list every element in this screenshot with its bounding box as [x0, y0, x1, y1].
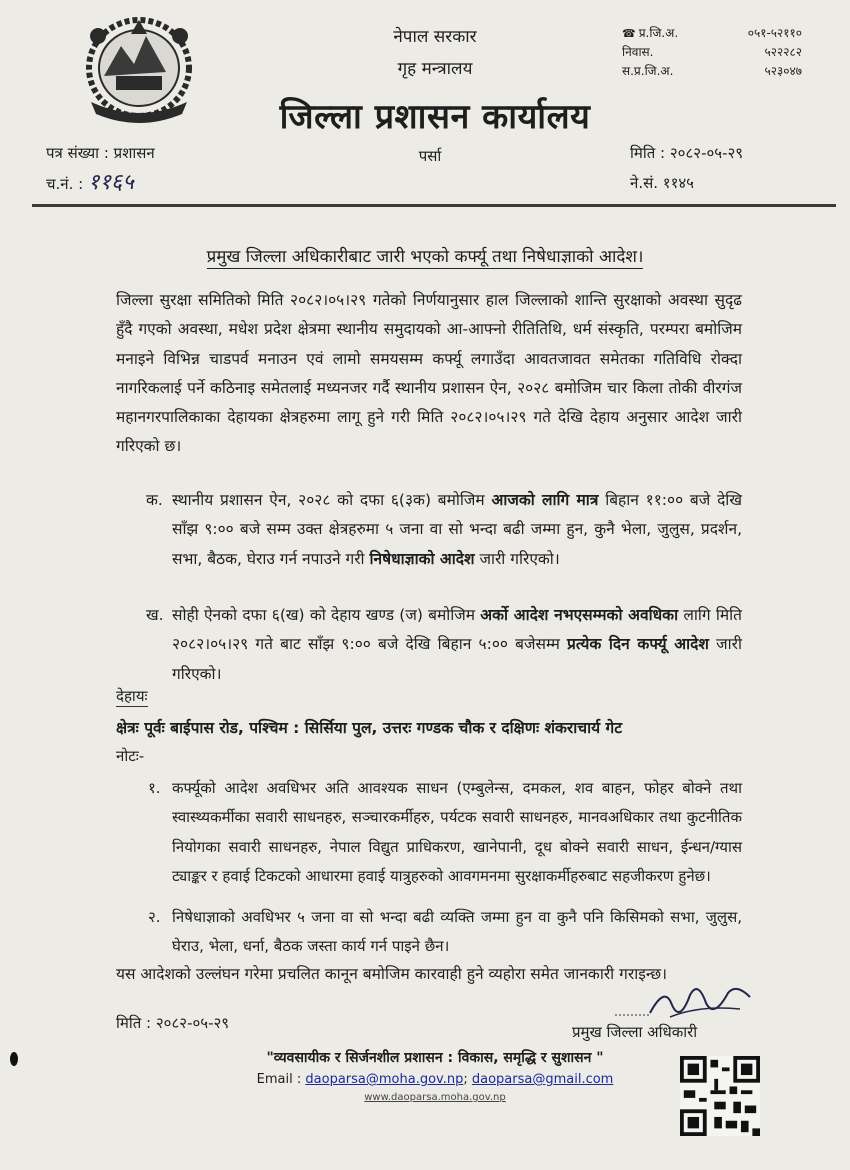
- nepal-sambat: ने.सं. ११४५: [630, 174, 694, 192]
- signatory-title: प्रमुख जिल्ला अधिकारी: [572, 1023, 698, 1041]
- item-text: जारी गरिएको।: [172, 635, 742, 683]
- ministry-name: गृह मन्त्रालय: [397, 59, 473, 79]
- item-emphasis: निषेधाज्ञाको आदेश: [369, 549, 475, 568]
- contact-value: ५२३०४७: [764, 64, 802, 78]
- note-marker: १.: [148, 779, 161, 797]
- warning-paragraph: यस आदेशको उल्लंघन गरेमा प्रचलित कानून बमोजिम कारवाही हुने व्यहोरा समेत जानकारी गराइन्छ।: [116, 965, 667, 983]
- note-marker: २.: [148, 908, 161, 926]
- item-emphasis: आजको लागि मात्र: [491, 491, 599, 509]
- item-text: जारी गरिएको।: [479, 549, 560, 568]
- contact-row: [622, 24, 802, 43]
- item-text: लागि मिति २०८२।०५।२९ गते बाट साँझ ९:०० बजे देखि बिहान ५:०० बजेसम्म: [172, 606, 743, 654]
- email-label: Email :: [256, 1072, 302, 1087]
- item-marker: ख.: [146, 606, 164, 624]
- contact-block: [622, 24, 802, 81]
- office-location: पर्सा: [418, 147, 442, 165]
- reference-right: [630, 138, 743, 198]
- contact-row: [622, 43, 802, 62]
- subject-text: प्रमुख जिल्ला अधिकारीबाट जारी भएको कर्फ्यू तथा निषेधाज्ञाको आदेश।: [206, 247, 644, 267]
- subject-line: [100, 244, 750, 267]
- order-item-kha: [146, 601, 743, 689]
- office-title: जिल्ला प्रशासन कार्यालय: [279, 97, 591, 137]
- item-emphasis: प्रत्येक दिन कर्फ्यू आदेश: [567, 635, 709, 654]
- nepal-emblem-icon: [76, 6, 202, 124]
- area-boundaries: क्षेत्रः पूर्वः बाईपास रोड, पश्चिम : सिर्सिया पुल, उत्तरः गण्डक चौक र दक्षिणः शंकराचार्य गेट: [116, 719, 623, 737]
- scan-dot-mark: [10, 1052, 18, 1066]
- intro-paragraph: जिल्ला सुरक्षा समितिको मिति २०८२।०५।२९ गतेको निर्णयानुसार हाल जिल्लाको शान्ति सुरक्षाको अवस्था सुदृढ हुँदै गएको अवस्था, मधेश प्रदेश क्षेत्रमा स्थानीय समुदायको आ-आफ्नो रीतितिथि, धर्म संस्कृति, परम्परा बमोजिम मनाइने विभिन्न चाडपर्व मनाउन एवं लामो समयसम्म कर्फ्यू लगाउँदा आवतजावत समेतका गतिविधि रोक्दा नागरिकलाई पर्ने कठिनाइ समेतलाई मध्यनजर गर्दै स्थानीय प्रशासन ऐन, २०२८ बमोजिम चार किला तोकी वीरगंज महानगरपालिकाका देहायका क्षेत्रहरुमा लागू हुने गरी मिति २०८२।०५।२९ गते देखि देहाय अनुसार आदेश जारी गरिएको छ।: [116, 291, 742, 456]
- item-emphasis: अर्को आदेश नभएसम्मको अवधिका: [480, 606, 679, 624]
- note-label: नोटः-: [116, 747, 145, 765]
- contact-label: प्र.जि.अ.: [638, 26, 679, 40]
- email-link-secondary[interactable]: daoparsa@gmail.com: [471, 1072, 614, 1087]
- item-text: सोही ऐनको दफा ६(ख) को देहाय खण्ड (ज) बमोजिम: [172, 606, 476, 624]
- footer-date: मिति : २०८२-०५-२९: [116, 1014, 230, 1032]
- qr-code-icon: [680, 1056, 760, 1136]
- item-text: स्थानीय प्रशासन ऐन, २०२८ को दफा ६(३क) बमोजिम: [172, 491, 485, 509]
- contact-value: ०५१-५२११०: [747, 26, 802, 40]
- contact-row: [622, 62, 802, 81]
- note-item: [148, 774, 742, 891]
- government-name: नेपाल सरकार: [393, 27, 477, 47]
- dispatch-label: च.नं. :: [46, 175, 84, 193]
- website-link[interactable]: www.daoparsa.moha.gov.np: [364, 1092, 506, 1103]
- contact-label: निवास.: [622, 45, 654, 59]
- contact-label: स.प्र.जि.अ.: [622, 64, 674, 78]
- dispatch-line: [46, 168, 155, 199]
- order-item-ka: [146, 486, 742, 574]
- header-divider: [32, 204, 836, 207]
- note-text: कर्फ्यूको आदेश अवधिभर अति आवश्यक साधन (एम्बुलेन्स, दमकल, शव बाहन, फोहर बोक्ने तथा स्वास्थ्यकर्मीका सवारी साधनहरु, सञ्चारकर्मीहरु, पर्यटक सवारी साधनहरु, मानवअधिकार तथा कुटनीतिक नियोगका सवारी साधनहरु, नेपाल विद्युत प्राधिकरण, खानेपानी, दूध बोक्ने सवारी साधन, ईन्धन/ग्यास ट्याङ्कर र हवाई टिकटको आधारमा हवाई यात्रुहरुको आवगमनमा सुरक्षाकर्मीहरुबाट सहजीकरण हुनेछ।: [172, 779, 742, 885]
- dehay-label: देहायः: [116, 687, 148, 705]
- item-text: बिहान ११:०० बजे देखि साँझ ९:०० बजे सम्म उक्त क्षेत्रहरुमा ५ जना वा सो भन्दा बढी जम्मा हुन, कुनै भेला, जुलुस, प्रदर्शन, सभा, बैठक, घेराउ गर्न नपाउने गरी: [172, 491, 742, 568]
- office-slogan: "व्यवसायीक र सिर्जनशील प्रशासन : विकास, समृद्धि र सुशासन ": [266, 1050, 604, 1066]
- note-text: निषेधाज्ञाको अवधिभर ५ जना वा सो भन्दा बढी व्यक्ति जम्मा हुन वा कुनै पनि किसिमको सभा, जुलुस, घेराउ, भेला, धर्ना, बैठक जस्ता कार्य गर्न पाइने छैन।: [172, 908, 742, 956]
- item-marker: क.: [146, 491, 163, 509]
- phone-icon: ☎: [622, 27, 636, 40]
- dispatch-number: ११६५: [88, 170, 134, 195]
- email-line: Email : daoparsa@moha.gov.np; daoparsa@gmail.com: [256, 1072, 614, 1087]
- note-item: [148, 903, 742, 962]
- letter-date: मिति : २०८२-०५-२९: [630, 144, 744, 162]
- reference-left: [46, 138, 155, 199]
- contact-value: ५२२२८२: [764, 45, 802, 59]
- letter-number: पत्र संख्या : प्रशासन: [46, 144, 155, 162]
- email-link-primary[interactable]: daoparsa@moha.gov.np: [305, 1072, 464, 1087]
